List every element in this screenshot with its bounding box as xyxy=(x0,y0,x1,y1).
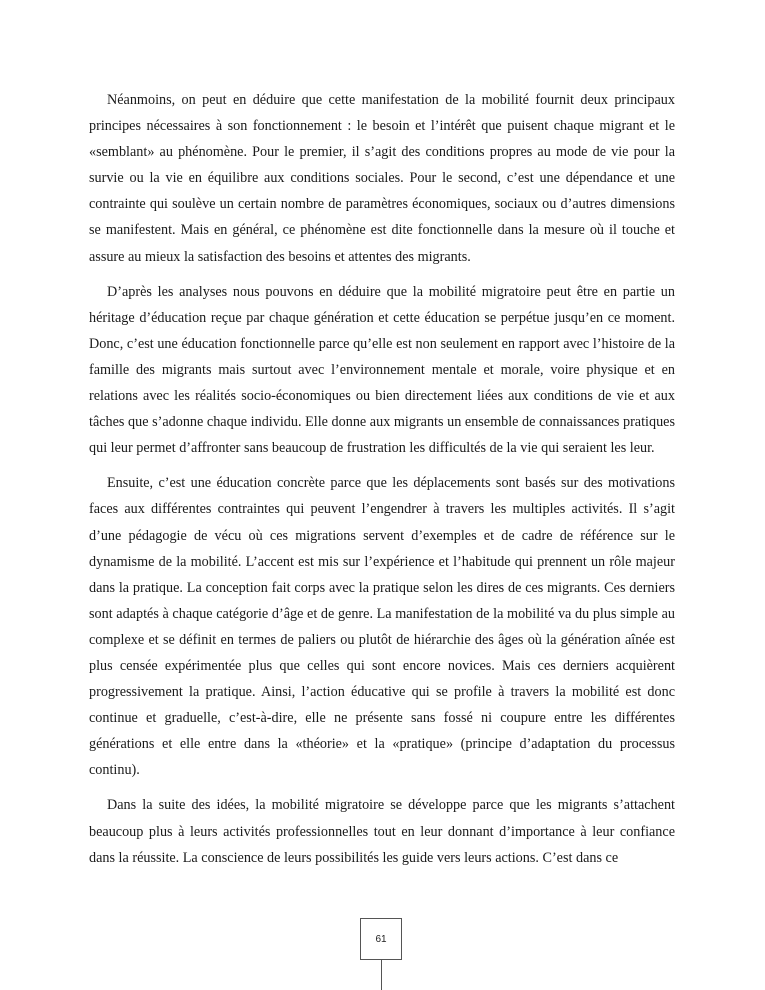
paragraph-1: Néanmoins, on peut en déduire que cette manifestation de la mobilité fournit deux principaux principes nécessaires à son fonctionnement : le besoin et l’intérêt que puisent chaque migrant et le «semblant» au phénomène. Pour le premier, il s’agit des conditions propres au mode de vie pour la survie ou la vie en équilibre aux conditions sociales. Pour le second, c’est une dépendance et une contrainte qui soulève un certain nombre de paramètres économiques, sociaux ou d’autres dimensions se manifestent. Mais en général, ce phénomène est dite fonctionnelle dans la mesure où il touche et assure au mieux la satisfaction des besoins et attentes des migrants. xyxy=(89,92,675,265)
page-number-box xyxy=(360,918,402,960)
paragraph-2: D’après les analyses nous pouvons en déduire que la mobilité migratoire peut être en partie un héritage d’éducation reçue par chaque génération et cette éducation se perpétue jusqu’en ce moment. Donc, c’est une éducation fonctionnelle parce qu’elle est non seulement en rapport avec l’histoire de la famille des migrants mais surtout avec l’environnement mentale et morale, voire physique et en relations avec les réalités socio-économiques ou bien directement liées aux conditions de vie et aux tâches que s’adonne chaque individu. Elle donne aux migrants un ensemble de connaissances pratiques qui leur permet d’affronter sans beaucoup de frustration les difficultés de la vie qui seraient les leur. xyxy=(89,283,675,457)
page-number: 61 xyxy=(375,933,387,945)
page-body xyxy=(89,87,675,880)
paragraph-4: Dans la suite des idées, la mobilité migratoire se développe parce que les migrants s’attachent beaucoup plus à leurs activités professionnelles tout en leur donnant d’importance à leur confiance dans la réussite. La conscience de leurs possibilités les guide vers leurs actions. C’est dans ce xyxy=(89,797,675,866)
page-number-connector-line xyxy=(381,960,382,990)
paragraph-3: Ensuite, c’est une éducation concrète parce que les déplacements sont basés sur des motivations faces aux différentes contraintes qui peuvent l’engendrer à travers les multiples activités. Il s’agit d’une pédagogie de vécu où ces migrations servent d’exemples et de cadre de référence sur le dynamisme de la mobilité. L’accent est mis sur l’expérience et l’habitude qui prennent un rôle majeur dans la pratique. La conception fait corps avec la pratique selon les dires de ces migrants. Ces derniers sont adaptés à chaque catégorie d’âge et de genre. La manifestation de la mobilité va du plus simple au complexe et se définit en termes de paliers ou plutôt de hiérarchie des âges où la génération aînée est plus censée expérimentée plus que celles qui sont encore novices. Mais ces derniers acquièrent progressivement la pratique. Ainsi, l’action éducative qui se profile à travers la mobilité est donc continue et graduelle, c’est-à-dire, elle ne présente sans fossé ni coupure entre les différentes générations et elle entre dans la «théorie» et la «pratique» (principe d’adaptation du processus continu). xyxy=(89,475,675,779)
